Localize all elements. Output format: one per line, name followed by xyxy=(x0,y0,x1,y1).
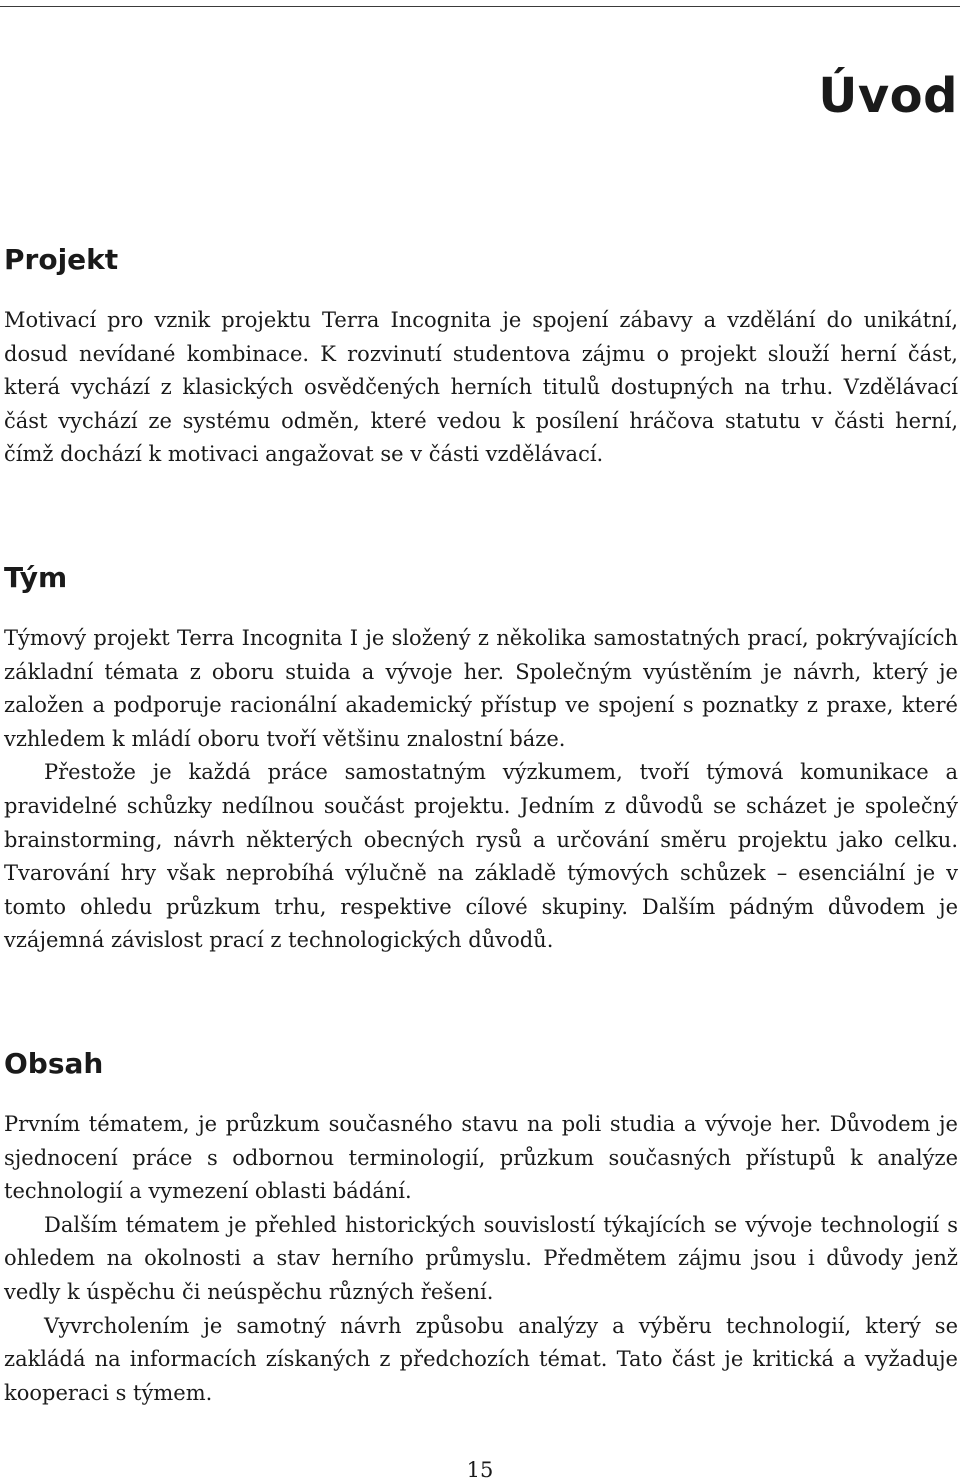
paragraph: Motivací pro vznik projektu Terra Incognita je spojení zábavy a vzdělání do unikátní, dosud nevídané kombinace. K rozvinutí studentova zájmu o projekt slouží herní část, která vychází z klasických osvědčených herních titulů dostupných na trhu. Vzdělávací část vychází ze systému odměn, které vedou k posílení hráčova statutu v části herní, čímž dochází k motivaci angažovat se v části vzdělávací. xyxy=(4,308,958,467)
section-obsah xyxy=(4,1042,958,1410)
page-number: 15 xyxy=(466,1458,494,1482)
top-rule xyxy=(0,6,960,7)
section-heading: Tým xyxy=(4,561,68,594)
section-heading: Projekt xyxy=(4,243,119,276)
paragraph: Týmový projekt Terra Incognita I je složený z několika samostatných prací, pokrývajících základní témata z oboru stuida a vývoje her. Společným vyústěním je návrh, který je založen a podporuje racionální akademický přístup ve spojení s poznatky z praxe, které vzhledem k mládí oboru tvoří většinu znalostní báze. xyxy=(4,626,958,751)
section-projekt xyxy=(4,238,958,472)
section-tym xyxy=(4,556,958,958)
section-heading: Obsah xyxy=(4,1047,104,1080)
paragraph: Vyvrcholením je samotný návrh způsobu analýzy a výběru technologií, který se zakládá na informacích získaných z předchozích témat. Tato část je kritická a vyžaduje kooperaci s týmem. xyxy=(4,1313,958,1405)
chapter-title: Úvod xyxy=(818,68,958,124)
paragraph: Prvním tématem, je průzkum současného stavu na poli studia a vývoje her. Důvodem je sjednocení práce s odbornou terminologií, průzkum současných přístupů k analýze technologií a vymezení oblasti bádání. xyxy=(4,1112,958,1204)
paragraph: Přestože je každá práce samostatným výzkumem, tvoří týmová komunikace a pravidelné schůzky nedílnou součást projektu. Jedním z důvodů se scházet je společný brainstorming, návrh některých obecných rysů a určování směru projektu jako celku. Tvarování hry však neprobíhá výlučně na základě týmových schůzek – esenciální je v tomto ohledu průzkum trhu, respektive cílové skupiny. Dalším pádným důvodem je vzájemná závislost prací z technologických důvodů. xyxy=(4,760,958,953)
paragraph: Dalším tématem je přehled historických souvislostí týkajících se vývoje technologií s ohledem na okolnosti a stav herního průmyslu. Předmětem zájmu jsou i důvody jenž vedly k úspěchu či neúspěchu různých řešení. xyxy=(4,1212,958,1304)
